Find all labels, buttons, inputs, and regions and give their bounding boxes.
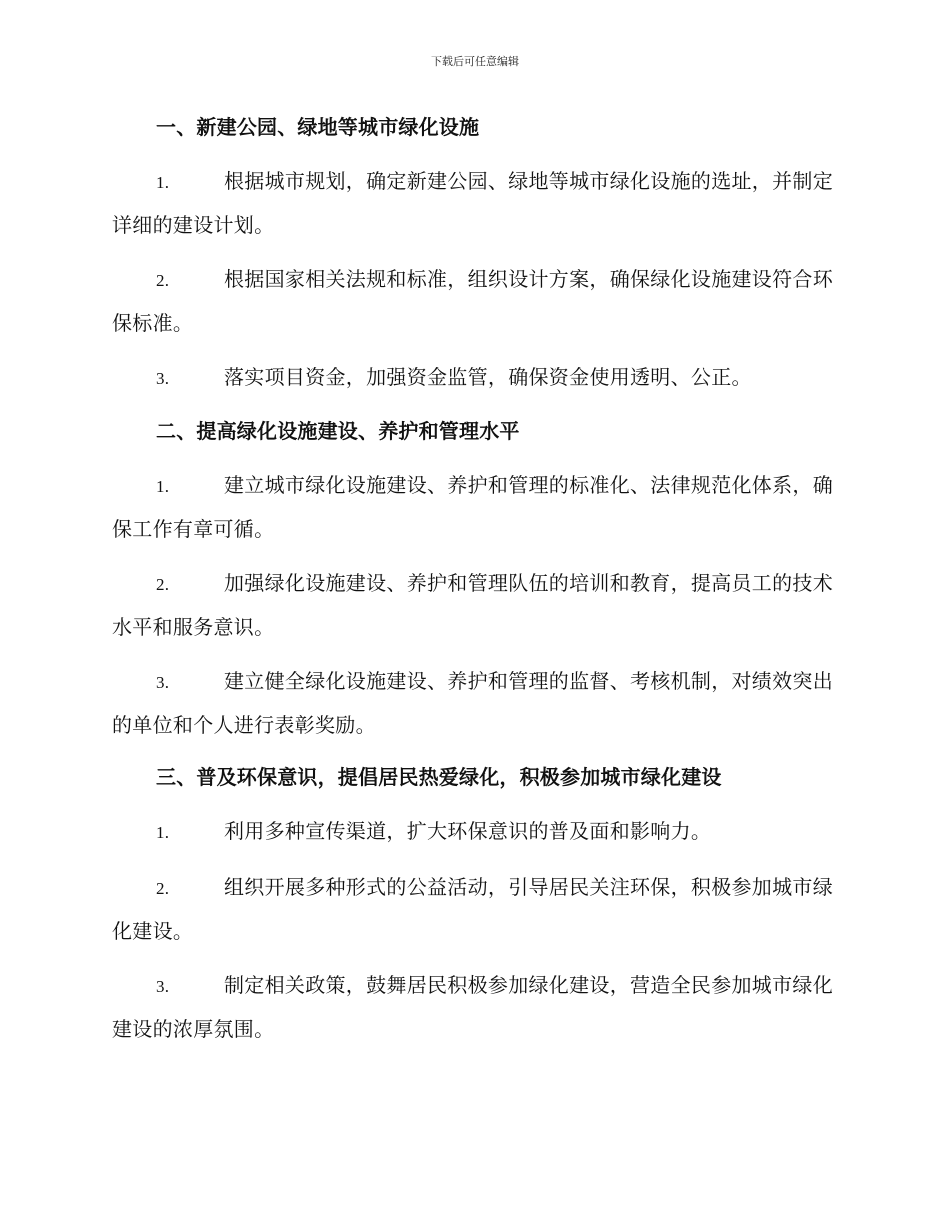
item-text: 加强绿化设施建设、养护和管理队伍的培训和教育，提高员工的技术水平和服务意识。 (112, 571, 833, 639)
item-text: 根据城市规划，确定新建公园、绿地等城市绿化设施的选址，并制定详细的建设计划。 (112, 169, 833, 237)
list-item (112, 964, 836, 1050)
header-note: 下载后可任意编辑 (431, 55, 519, 68)
section-heading: 三、普及环保意识，提倡居民热爱绿化，积极参加城市绿化建设 (156, 765, 722, 789)
list-item (112, 562, 836, 648)
item-text: 根据国家相关法规和标准，组织设计方案，确保绿化设施建设符合环保标准。 (112, 267, 833, 335)
item-number: 2. (156, 271, 170, 290)
section-heading: 二、提高绿化设施建设、养护和管理水平 (156, 419, 520, 443)
section-1 (112, 108, 836, 400)
list-item (112, 464, 836, 550)
list-item (112, 258, 836, 344)
document-body (112, 108, 836, 1062)
item-number: 1. (156, 173, 170, 192)
list-item (112, 810, 836, 854)
item-text: 制定相关政策，鼓舞居民积极参加绿化建设，营造全民参加城市绿化建设的浓厚氛围。 (112, 973, 833, 1041)
section-2 (112, 412, 836, 746)
item-text: 落实项目资金，加强资金监管，确保资金使用透明、公正。 (224, 365, 752, 389)
item-number: 1. (156, 823, 170, 842)
item-text: 组织开展多种形式的公益活动，引导居民关注环保，积极参加城市绿化建设。 (112, 875, 833, 943)
item-text: 建立健全绿化设施建设、养护和管理的监督、考核机制，对绩效突出的单位和个人进行表彰奖励。 (112, 669, 833, 737)
item-text: 建立城市绿化设施建设、养护和管理的标准化、法律规范化体系，确保工作有章可循。 (112, 473, 833, 541)
list-item (112, 160, 836, 246)
list-item (112, 660, 836, 746)
item-number: 1. (156, 477, 170, 496)
section-3 (112, 758, 836, 1050)
list-item (112, 866, 836, 952)
item-number: 3. (156, 369, 170, 388)
item-text: 利用多种宣传渠道，扩大环保意识的普及面和影响力。 (224, 819, 712, 843)
section-heading: 一、新建公园、绿地等城市绿化设施 (156, 115, 480, 139)
list-item (112, 356, 836, 400)
item-number: 3. (156, 673, 170, 692)
item-number: 2. (156, 575, 170, 594)
item-number: 3. (156, 977, 170, 996)
item-number: 2. (156, 879, 170, 898)
